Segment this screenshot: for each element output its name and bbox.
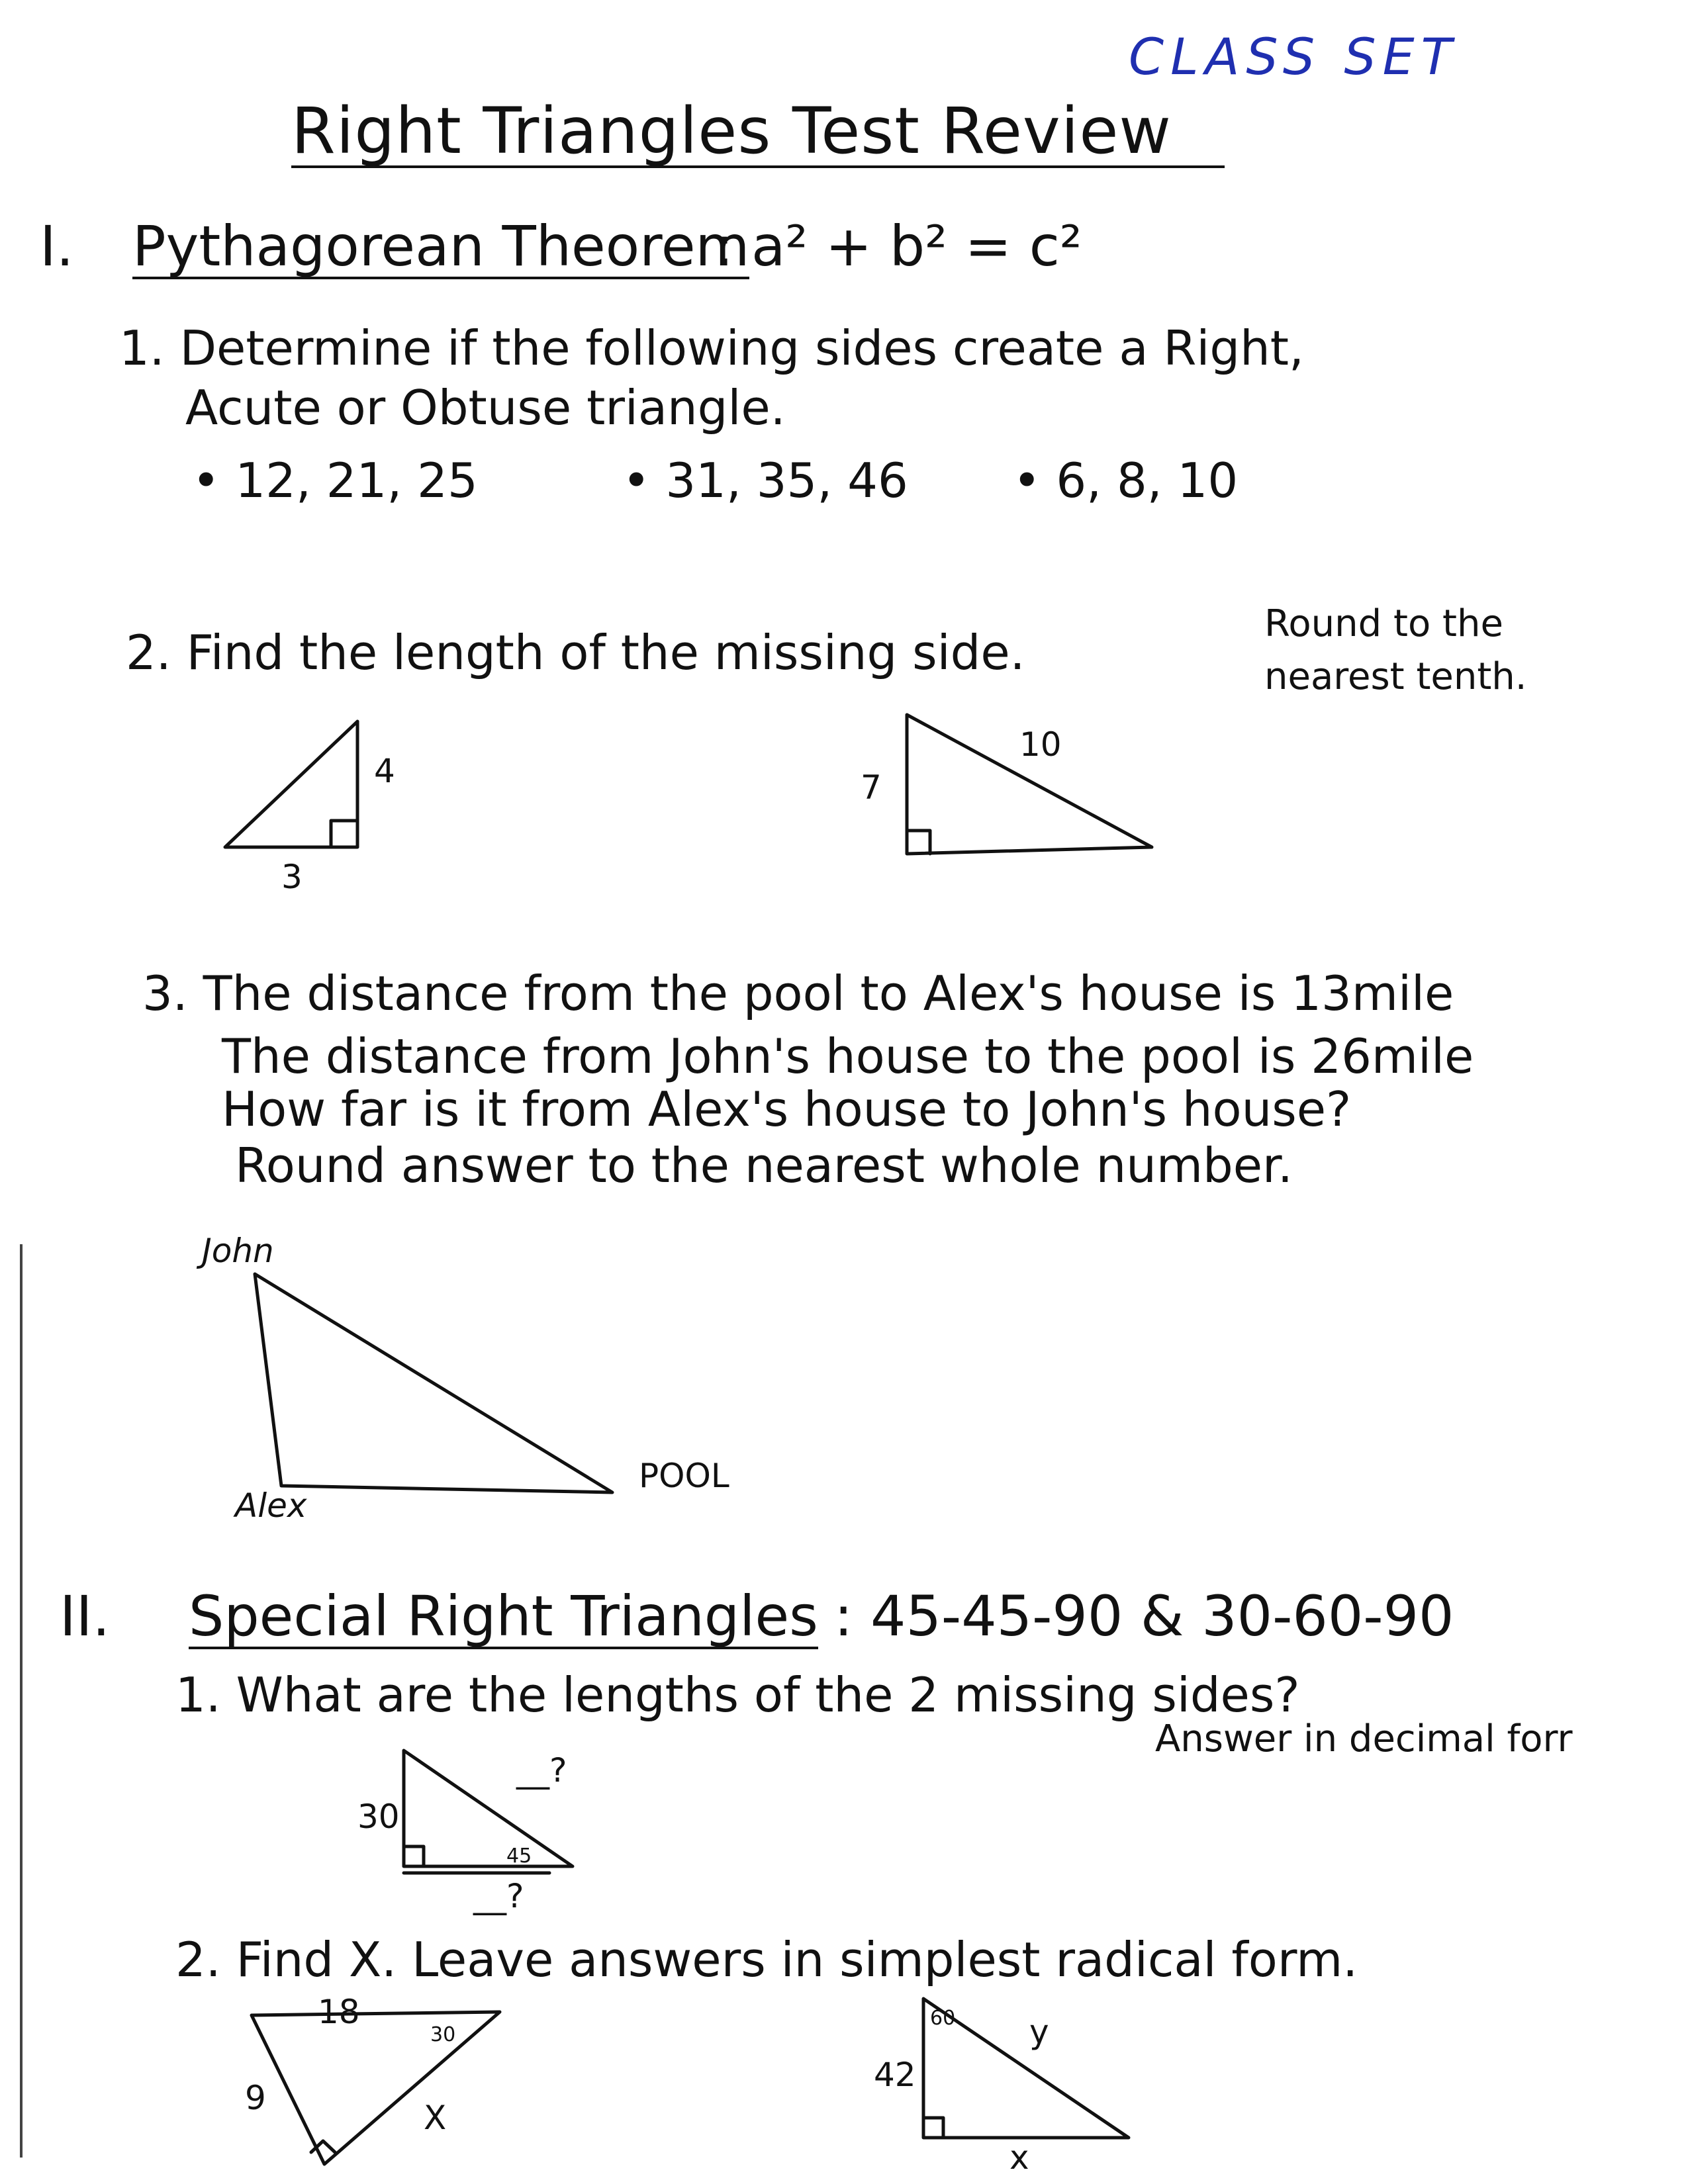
q3-alex-label: Alex (235, 1486, 307, 1525)
q3-line2: The distance from John's house to the pool is 26mile (222, 1028, 1474, 1084)
s2-q1-side-label: 30 (357, 1797, 400, 1836)
s2-q1-angle-label: 45 (506, 1844, 532, 1868)
s2-q2-text: 2. Find X. Leave answers in simplest radical form. (175, 1932, 1358, 1987)
q2-a-vertical-label: 4 (374, 752, 395, 790)
q3-triangle (245, 1264, 629, 1502)
q1-line2: Acute or Obtuse triangle. (185, 380, 786, 435)
q2-b-hypotenuse-label: 10 (1019, 725, 1062, 764)
s2-q1-note: Answer in decimal forr (1155, 1717, 1573, 1760)
s2-q2-b-hyp-label: y (1029, 2013, 1049, 2051)
q3-line3: How far is it from Alex's house to John's house? (222, 1081, 1352, 1137)
q3-pool-label: POOL (639, 1457, 729, 1495)
pythagorean-formula: : a² + b² = c² (715, 214, 1082, 279)
q2-note-line1: Round to the (1264, 602, 1503, 645)
s2-q1-base-label: __? (473, 1877, 524, 1915)
q2-triangle-a (218, 715, 377, 860)
q2-a-base-label: 3 (281, 858, 303, 896)
q3-john-label: John (202, 1232, 274, 1270)
special-triangle-types: : 45-45-90 & 30-60-90 (834, 1584, 1454, 1649)
s2-q2-triangle-a (245, 2005, 510, 2171)
s2-q2-b-angle-label: 60 (930, 2007, 956, 2030)
page-title: Right Triangles Test Review (291, 99, 1225, 168)
q2-note-line2: nearest tenth. (1264, 655, 1527, 698)
q1-line1: 1. Determine if the following sides create a Right, (119, 320, 1304, 376)
section-1-title: Pythagorean Theorem (132, 214, 750, 279)
section-2-numeral: II. (60, 1584, 111, 1649)
section-1-numeral: I. (40, 214, 74, 279)
s2-q2-a-x-label: X (424, 2099, 447, 2137)
s2-q1-hyp-label: __? (516, 1751, 567, 1790)
section-2-title: Special Right Triangles (189, 1584, 818, 1649)
page-edge-line (20, 1244, 23, 2158)
q3-line1: 3. The distance from the pool to Alex's house is 13mile (142, 966, 1454, 1021)
class-set-stamp: CLASS SET (1129, 27, 1459, 86)
q3-line4: Round answer to the nearest whole number. (235, 1138, 1293, 1193)
q1-option-a: • 12, 21, 25 (192, 453, 478, 508)
s2-q2-a-left-label: 9 (245, 2079, 266, 2117)
s2-q2-a-angle-label: 30 (430, 2023, 456, 2046)
s2-q2-b-side-label: 42 (874, 2056, 916, 2094)
q1-option-c: • 6, 8, 10 (1013, 453, 1239, 508)
s2-q1-text: 1. What are the lengths of the 2 missing sides? (175, 1667, 1300, 1723)
q1-option-b: • 31, 35, 46 (622, 453, 908, 508)
q2-b-vertical-label: 7 (861, 768, 882, 807)
q2-text: 2. Find the length of the missing side. (126, 625, 1025, 680)
s2-q2-b-base-label: x (1009, 2138, 1029, 2177)
s2-q2-a-top-label: 18 (318, 1993, 360, 2031)
